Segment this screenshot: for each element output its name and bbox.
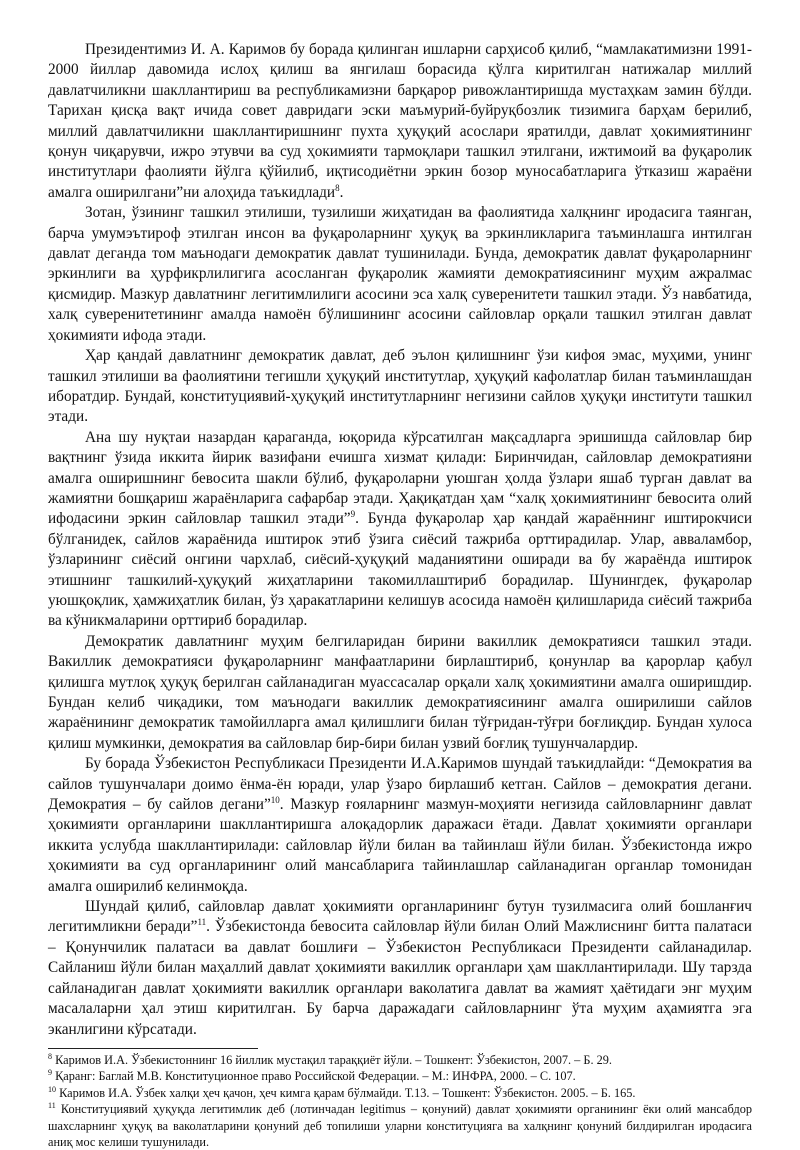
- paragraph-3: Ҳар қандай давлатнинг демократик давлат, деб эълон қилишнинг ўзи кифоя эмас, муҳими, унинг ташкил этилиши ва фаолиятини тегишли ҳуқуқий институтлар, ҳуқуқий кафолатлар билан таъминлашдан иборатдир. Бундай, конституциявий-ҳуқуқий институтларнинг негизини сайлов ҳуқуқи институти ташкил этади.: [48, 347, 752, 426]
- footnote-10: $^{10}$ Каримов И.А. Ўзбек халқи ҳеч қачон, ҳеч кимга қарам бўлмайди. Т.13. – Тошкент: Ўзбекистон. 2005. – Б. 165.: [48, 1084, 636, 1100]
- paragraph-4: Ана шу нуқтаи назардан қараганда, юқорида кўрсатилган мақсадларга эришишда сайловлар бир вақтнинг ўзида иккита йирик вазифани ечишга хизмат қилади: Биринчидан, сайловлар демократияни амалга оширишнинг бевосита шакли бўлиб, фуқароларни уюшган ҳолда ўзлари яшаб турган давлат ва жамиятни бошқариш жараёнларига сафарбар этади. Ҳақиқатдан ҳам “халқ ҳокимиятининг бевосита олий ифодасини эркин сайловлар ташкил этади”$^9$. Бунда фуқаролар ҳар қандай жараённинг иштирокчиси бўлганидек, сайлов жараёнида иштирок этиб ўзига сиёсий тажриба орттирадилар. Улар, авваламбор, ўзларининг сиёсий онгини чархлаб, сиёсий-ҳуқуқий маданиятини оширади ва бу жараёнда иштирок этишнинг ташкилий-ҳуқуқий жиҳатларини такомиллаштириб борадилар. Шунингдек, фуқаролар уюшқоқлик, ҳамжиҳатлик билан, ўз ҳаракатларини келишув асосида намоён қилишларида сиёсий тажриба ва кўникмаларини орттириб борадилар.: [48, 428, 753, 630]
- footnote-ref-9[interactable]: 9: [350, 509, 356, 520]
- footnote-divider: [48, 1048, 258, 1049]
- footnote-ref-11[interactable]: 11: [197, 917, 207, 928]
- paragraph-6: Бу борада Ўзбекистон Республикаси Президенти И.А.Каримов шундай таъкидлайди: “Демократия ва сайлов тушунчалари доимо ёнма-ён юради, улар ўзаро бирлашиб кетган. Сайлов – демократия дегани. Демократия – бу сайлов дегани”$^{10}$. Мазкур ғояларнинг мазмун-моҳияти негизида сайловларнинг давлат ҳокимияти органларини шакллантиришга алоқадорлик даражаси ётади. Давлат ҳокимияти органлари иккита услубда шакллантирилади: сайловлар йўли билан ва тайинлаш йўли билан. Ўзбекистонда ижро ҳокимияти ва суд органларининг олий мансабларига тайинлашлар сайланадиган органлар томонидан амалга оширилиб келинмоқда.: [48, 755, 753, 895]
- document-page: [48, 40, 752, 1150]
- footnote-ref-10[interactable]: 10: [270, 794, 280, 805]
- footnote-9: $^9$ Қаранг: Баглай М.В. Конституционное право Российской Федерации. – М.: ИНФРА, 2000. – С. 107.: [48, 1068, 576, 1084]
- body-text: [48, 40, 752, 1040]
- footnote-11: $^{11}$ Конституциявий ҳуқуқда легитимлик деб (лотинчадан legitimus – қонуний) давлат ҳокимияти органининг ёки олий мансабдор шахсларнинг ҳуқуқ ва ваколатларини қонуний деб топилиши уларни конституцияга ва халқнинг қонуний билдирилган иродасига аниқ мос келиши тушунилади.: [48, 1101, 752, 1149]
- paragraph-2: Зотан, ўзининг ташкил этилиши, тузилиши жиҳатидан ва фаолиятида халқнинг иродасига таянган, барча умумэътироф этилган инсон ва фуқароларнинг ҳуқуқ ва эркинликларига таъминлашга интилган давлат деганда том маънодаги демократик давлат тушинилади. Бунда, демократик давлат фуқароларнинг эркинлиги ва ҳурфикрлилигига асосланган фуқаролик жамияти демократиясининг муҳим ажралмас қисмидир. Мазкур давлатнинг легитимлилиги асосини эса халқ суверенитети ташкил этади. Ўз навбатида, халқ суверенитетининг амалда намоён бўлишининг асосини сайловлар орқали ташкил этилган давлат ҳокимияти ифода этади.: [48, 204, 752, 344]
- footnotes: [48, 1052, 752, 1150]
- paragraph-5: Демократик давлатнинг муҳим белгиларидан бирини вакиллик демократияси ташкил этади. Вакиллик демократияси фуқароларнинг манфаатларини бирлаштириб, қонунлар ва қарорлар қабул қилишга мутлоқ ҳуқуқ берилган сайланадиган муассасалар орқали халқ ҳокимиятини амалга оширишдир. Бундан келиб чиқадики, том маънодаги вакиллик демократиясининг амалга оширилиши сайлов жараёнининг демократик тамойилларга амал қилишлиги билан тўғридан-тўғри боғлиқдир. Бундан хулоса қилиш мумкинки, демократия ва сайловлар бир-бири билан узвий боғлиқ тушунчалардир.: [48, 632, 752, 752]
- paragraph-1: Президентимиз И. А. Каримов бу борада қилинган ишларни сарҳисоб қилиб, “мамлакатимизни 1991-2000 йиллар давомида ислоҳ қилиш ва янгилаш борасида қўлга киритилган натижалар миллий давлатчиликни шакллантириш ва республикамизни барқарор ривожлантиришда мустаҳкам замин бўлди. Тарихан қисқа вақт ичида совет давридаги эски маъмурий-буйруқбозлик тизимига барҳам берилиб, миллий давлатчиликни шакллантиришнинг пухта ҳуқуқий асослари яратилди, давлат ҳокимиятининг қонун чиқарувчи, ижро этувчи ва суд ҳокимияти тармоқлари ташкил этилгани, ижтимоий ва фуқаролик институтлари фаолияти йўлга қўйилиб, иқтисодиётни эркин бозор муносабатларига ўтказиш жараёни амалга оширилгани”ни алоҳида таъкидлади$^8$.: [48, 41, 752, 201]
- footnote-8: $^8$ Каримов И.А. Ўзбекистоннинг 16 йиллик мустақил тараққиёт йўли. – Тошкент: Ўзбекистон, 2007. – Б. 29.: [48, 1051, 612, 1067]
- paragraph-7: Шундай қилиб, сайловлар давлат ҳокимияти органларининг бутун тузилмасига олий бошланғич легитимликни беради”$^{11}$. Ўзбекистонда бевосита сайловлар йўли билан Олий Мажлиснинг битта палатаси – Қонунчилик палатаси ва давлат бошлиғи – Ўзбекистон Республикаси Президенти сайланадилар. Сайланиш йўли билан маҳаллий давлат ҳокимияти вакиллик органлари ҳам шакллантирилади. Шу тарзда сайланадиган давлат ҳокимияти вакиллик органлари ваколатига давлат ва жамият ҳаётидаги энг муҳим масалаларни ҳал этиш киритилган. Бу барча даражадаги сайловларнинг ўта муҳим аҳамиятга эга эканлигини кўрсатади.: [48, 898, 752, 1038]
- footnote-ref-8[interactable]: 8: [335, 182, 340, 193]
